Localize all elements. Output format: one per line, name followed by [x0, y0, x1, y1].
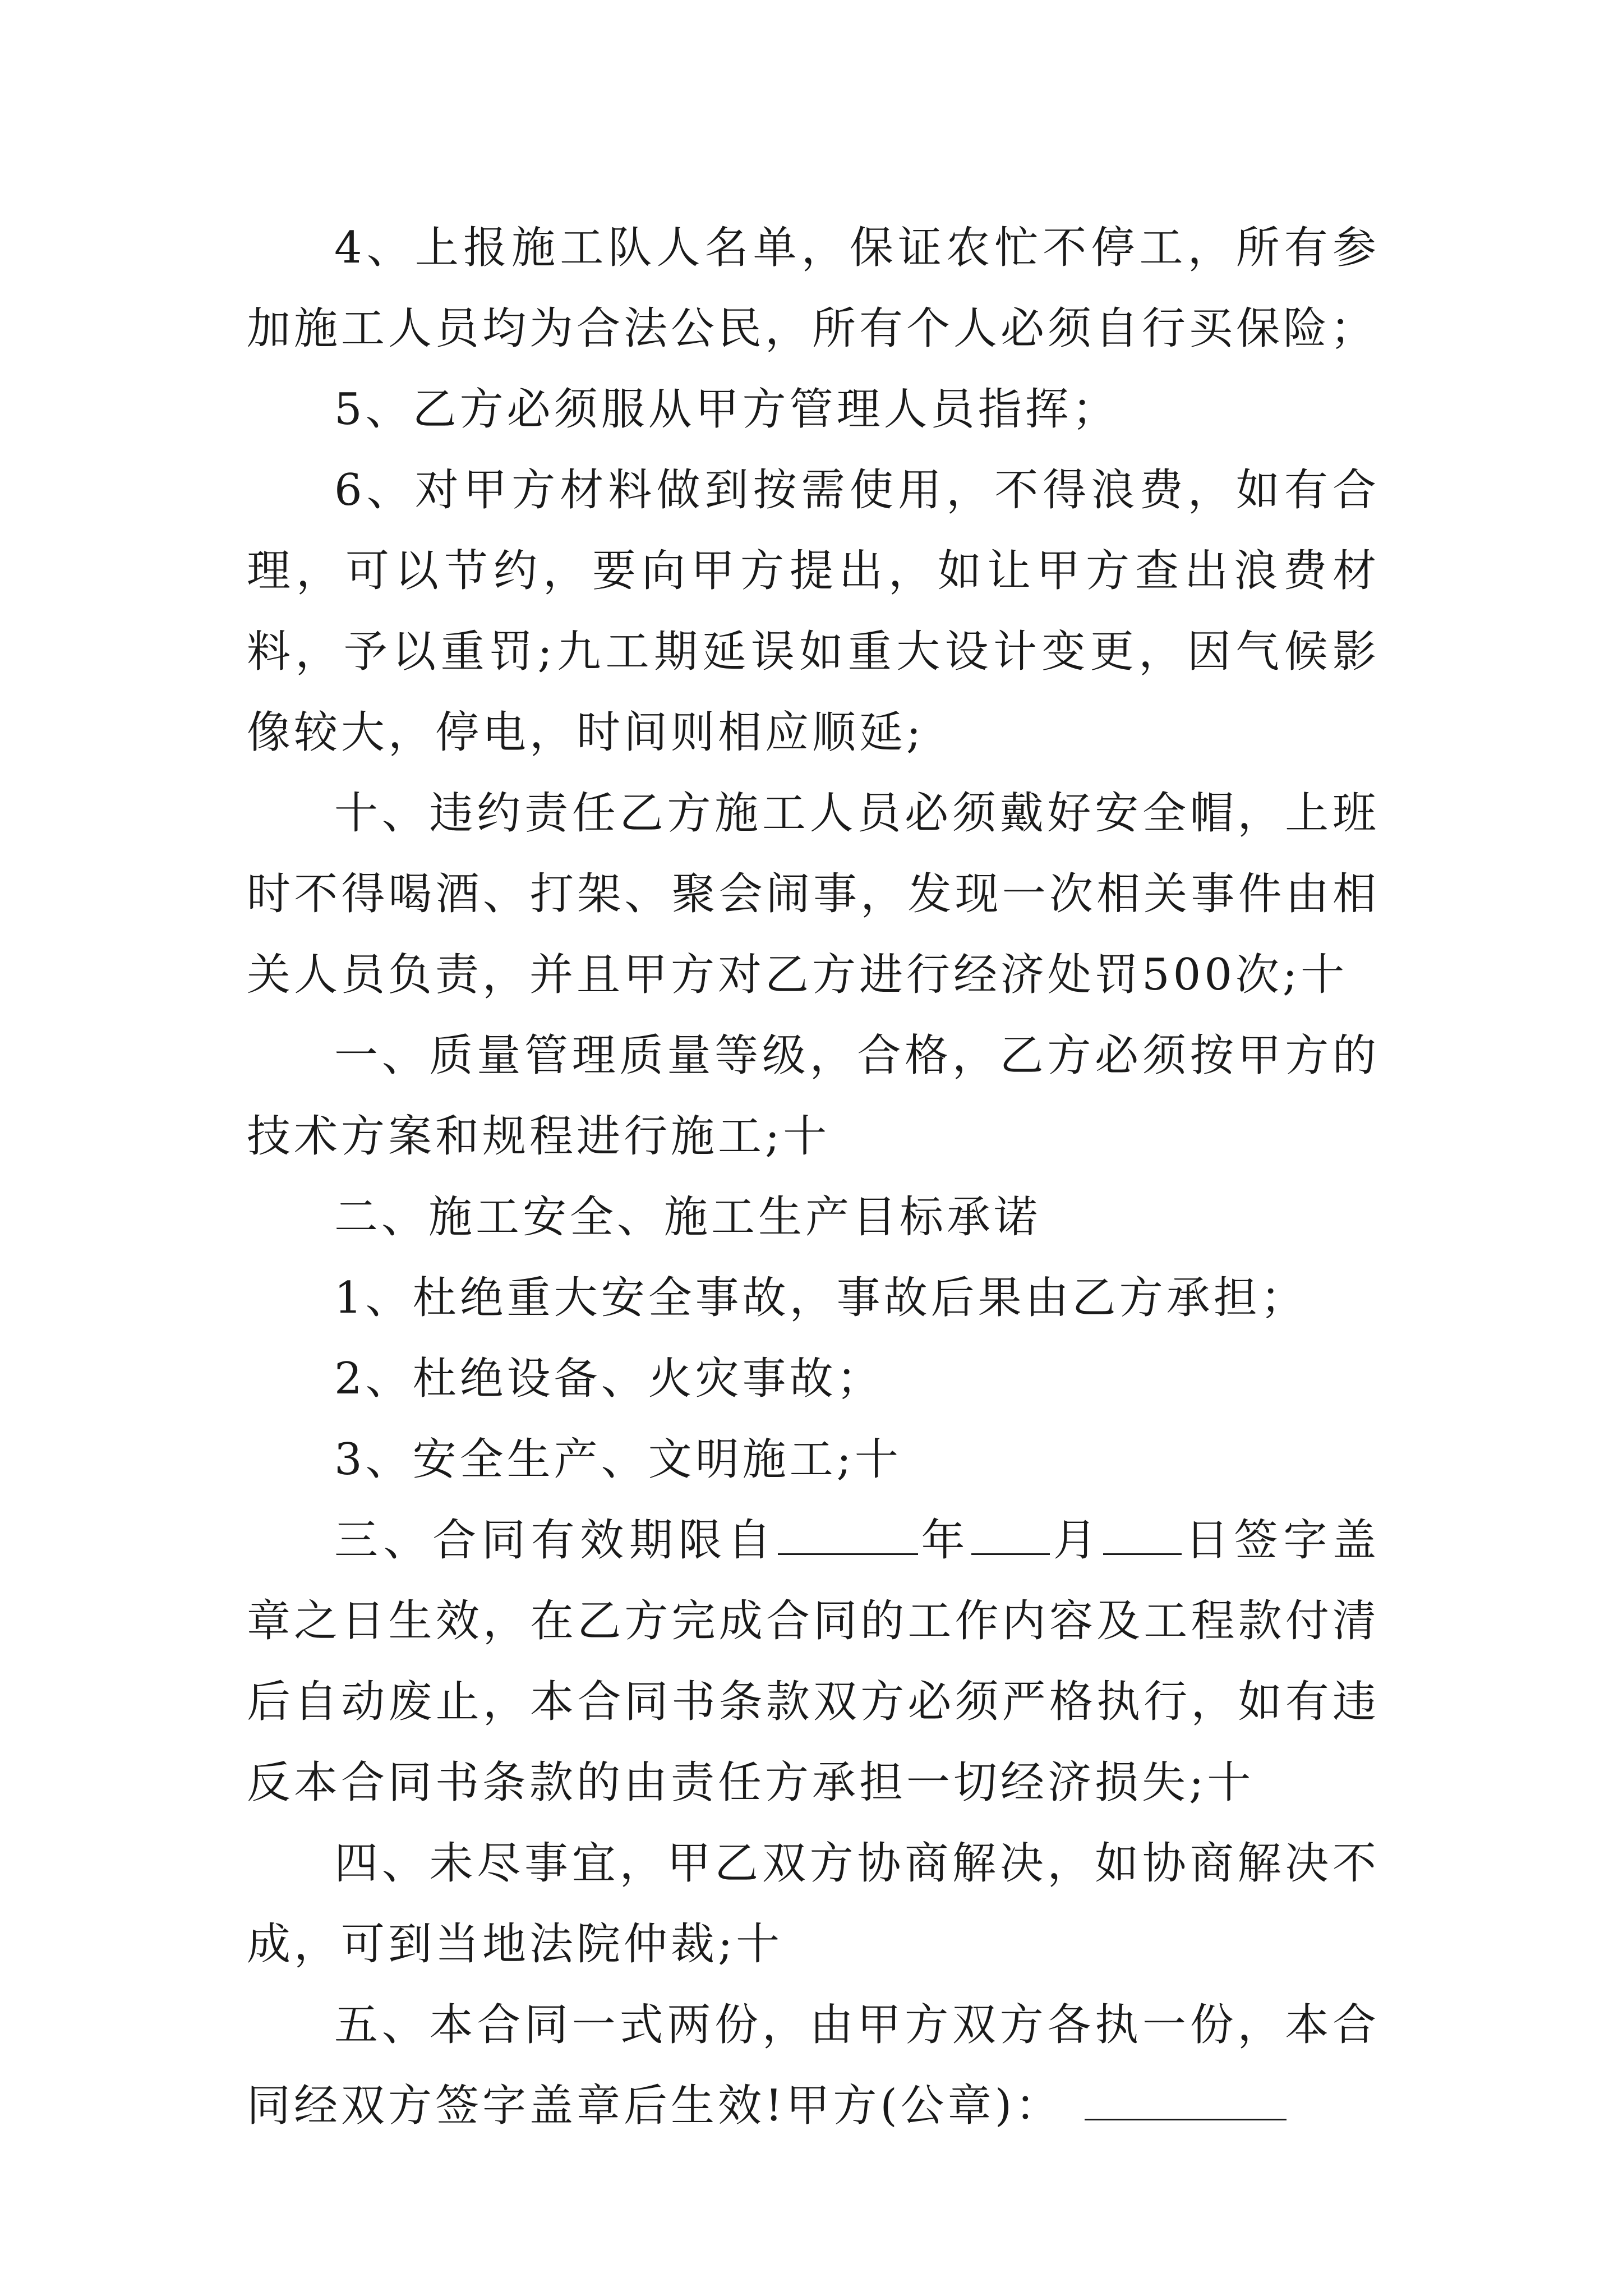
clause-4-worker-list: 4、上报施工队人名单，保证农忙不停工，所有参加施工人员均为合法公民，所有个人必须自行买保险； [247, 223, 1380, 354]
clause-6-materials: 6、对甲方材料做到按需使用，不得浪费，如有合理，可以节约，要向甲方提出，如让甲方查出浪费材料，予以重罚;九工期延误如重大设计变更，因气候影像较大，停电，时间则相应顺延; [247, 465, 1380, 758]
clause-11-quality: 一、质量管理质量等级，合格，乙方必须按甲方的技术方案和规程进行施工;十 [247, 1030, 1380, 1162]
month-label: 月 [1051, 1515, 1103, 1566]
month-blank [971, 1514, 1050, 1555]
safety-item-1: 1、杜绝重大安全事故，事故后果由乙方承担； [334, 1273, 1308, 1323]
safety-item-2: 2、杜绝设备、火灾事故； [334, 1354, 884, 1404]
year-label: 年 [919, 1515, 971, 1566]
safety-item-3: 3、安全生产、文明施工;十 [334, 1434, 902, 1485]
clause-12-safety-heading: 二、施工安全、施工生产目标承诺 [334, 1192, 1041, 1243]
day-blank [1103, 1514, 1182, 1555]
year-blank [778, 1514, 918, 1555]
clause-10-liability: 十、违约责任乙方施工人员必须戴好安全帽，上班时不得喝酒、打架、聚会闹事，发现一次相关事件由相关人员负责，并且甲方对乙方进行经济处罚500次;十 [247, 788, 1380, 1000]
clause-15-copies [247, 1985, 1380, 2146]
document-body [247, 208, 1380, 2146]
copies-text: 五、本合同一式两份，由甲方双方各执一份，本合同经双方签字盖章后生效!甲方(公章)： [247, 2000, 1380, 2131]
clause-5-obey-management: 5、乙方必须服从甲方管理人员指挥； [334, 384, 1119, 435]
validity-prefix: 三、合同有效期限自 [334, 1515, 777, 1566]
clause-13-validity [247, 1500, 1380, 1823]
clause-14-dispute: 四、未尽事宜，甲乙双方协商解决，如协商解决不成，可到当地法院仲裁;十 [247, 1838, 1380, 1970]
party-a-seal-blank [1085, 2079, 1287, 2120]
validity-suffix: 日签字盖章之日生效，在乙方完成合同的工作内容及工程款付清后自动废止，本合同书条款双方必须严格执行，如有违反本合同书条款的由责任方承担一切经济损失;十 [247, 1515, 1380, 1808]
